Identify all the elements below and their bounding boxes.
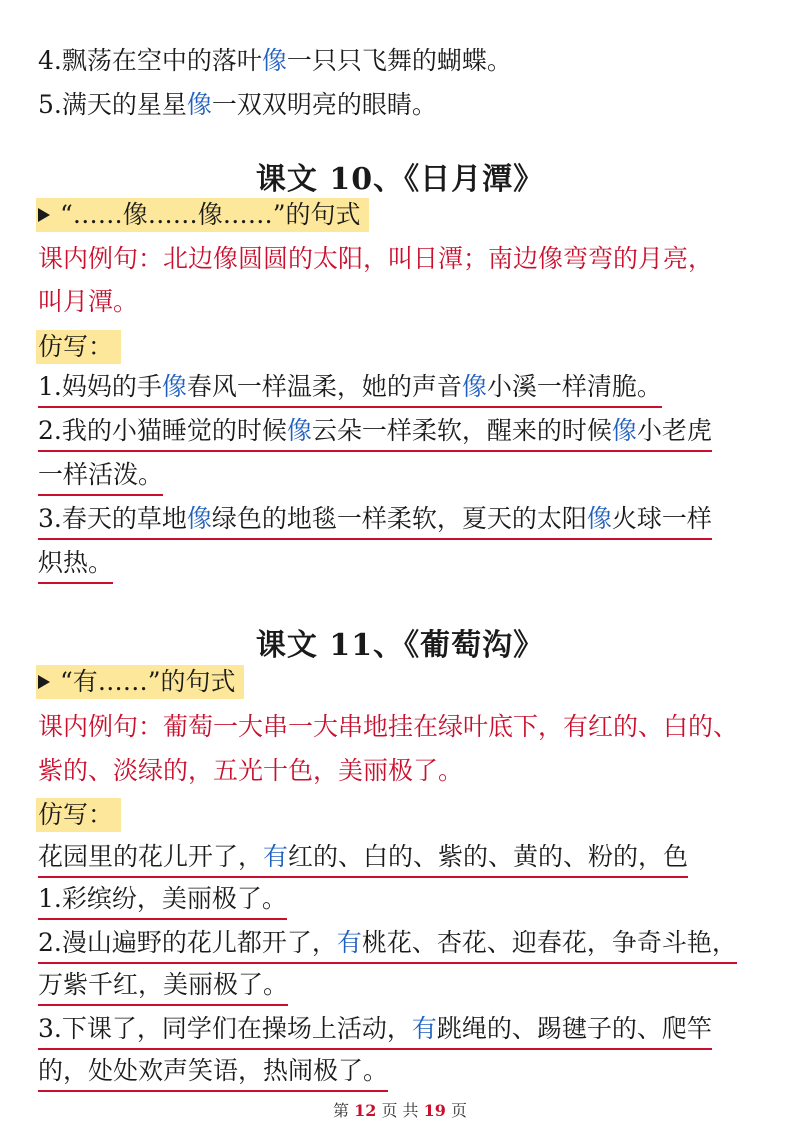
current-page-number: 12: [354, 1101, 377, 1120]
lesson-10-sentence-3: 3.春天的草地像绿色的地毯一样柔软，夏天的太阳像火球一样: [38, 502, 770, 540]
keyword: 像: [611, 416, 637, 445]
lesson-11-sentence-1: 花园里的花儿开了，有红的、白的、紫的、黄的、粉的，色: [38, 840, 770, 878]
lesson-11-practice-label: 仿写：: [36, 798, 770, 832]
keyword: 像: [186, 90, 212, 119]
keyword: 像: [161, 372, 187, 401]
keyword: 像: [286, 416, 312, 445]
lesson-11-sentence-2: 2.漫山遍野的花儿都开了，有桃花、杏花、迎春花，争奇斗艳，: [38, 926, 770, 964]
lesson-10-title: 课文 10、《日月潭》: [255, 162, 545, 197]
lesson-10-example-line-1: 课内例句：北边像圆圆的太阳，叫日潭；南边像弯弯的月亮，: [38, 244, 714, 273]
total-page-number: 19: [423, 1101, 446, 1120]
lesson-10-sentence-3-cont: 炽热。: [38, 546, 770, 584]
lesson-11-sentence-2-cont: 万紫千红，美丽极了。: [38, 968, 770, 1006]
lesson-10-sentence-2: 2.我的小猫睡觉的时候像云朵一样柔软，醒来的时候像小老虎: [38, 414, 770, 452]
page-number-footer: 第 12 页 共 19 页: [333, 1101, 467, 1120]
lesson-10-pattern: [36, 198, 770, 232]
sentence-5: 5.满天的星星像一双双明亮的眼睛。: [38, 90, 437, 119]
lesson-11-pattern: [36, 665, 770, 699]
keyword: 像: [261, 46, 287, 75]
lesson-11-sentence-3: 3.下课了，同学们在操场上活动，有跳绳的、踢毽子的、爬竿: [38, 1012, 770, 1050]
lesson-11-example-line-1: 课内例句：葡萄一大串一大串地挂在绿叶底下，有红的、白的、: [38, 712, 739, 741]
lesson-11-sentence-1-cont: 1.彩缤纷，美丽极了。: [38, 882, 770, 920]
pattern-highlight: “有……”的句式: [36, 665, 244, 699]
keyword: 像: [586, 504, 612, 533]
keyword: 像: [186, 504, 212, 533]
lesson-10-example-line-2: 叫月潭。: [38, 287, 139, 316]
lesson-11-sentence-3-cont: 的，处处欢声笑语，热闹极了。: [38, 1054, 770, 1092]
lesson-10-sentence-1: 1.妈妈的手像春风一样温柔，她的声音像小溪一样清脆。: [38, 370, 770, 408]
arrow-bullet-icon: [38, 208, 50, 222]
sentence-4: 4.飘荡在空中的落叶像一只只飞舞的蝴蝶。: [38, 46, 512, 75]
lesson-11-example-line-2: 紫的、淡绿的，五光十色，美丽极了。: [38, 756, 464, 785]
keyword: 有: [411, 1014, 437, 1043]
arrow-bullet-icon: [38, 675, 50, 689]
lesson-10-sentence-2-cont: 一样活泼。: [38, 458, 770, 496]
keyword: 有: [336, 928, 362, 957]
keyword: 像: [461, 372, 487, 401]
lesson-11-title: 课文 11、《葡萄沟》: [255, 628, 545, 663]
lesson-10-practice-label: 仿写：: [36, 330, 770, 364]
keyword: 有: [263, 842, 289, 871]
pattern-highlight: “……像……像……”的句式: [36, 198, 369, 232]
